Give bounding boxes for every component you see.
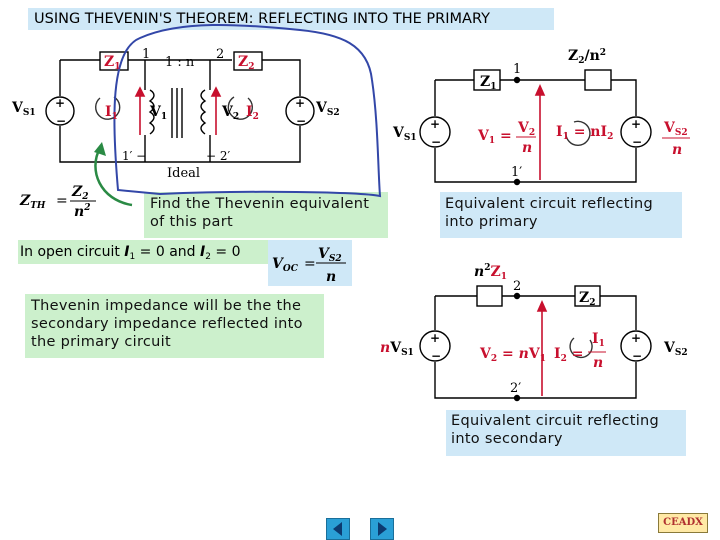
svg-text:I1: $I_1$ xyxy=(592,331,605,349)
svg-text:+: + xyxy=(430,117,441,131)
svg-text:1′: 1′ xyxy=(511,165,523,180)
svg-text:+: + xyxy=(430,331,441,345)
note-thevenin-part: Find the Thevenin equivalent of this part xyxy=(144,192,388,238)
v2-label: $V_2$ xyxy=(222,104,240,122)
svg-text:VS1: $V_{S1}$ xyxy=(393,125,417,143)
z1-label: $Z_1$ xyxy=(104,54,121,72)
ideal-label: Ideal xyxy=(167,166,201,181)
svg-text:−: − xyxy=(632,135,643,149)
svg-text:VS2: $V_{S2}$ xyxy=(318,246,342,264)
svg-text:n: n xyxy=(326,269,337,285)
note-thevenin-impedance: Thevenin impedance will be the the secondary impedance reflected into the primary circuit xyxy=(25,294,324,358)
svg-text:n: n xyxy=(522,140,533,156)
svg-text:n: n xyxy=(672,142,683,158)
slide-title: USING THEVENIN'S THEOREM: REFLECTING INTO THE PRIMARY xyxy=(28,8,554,30)
svg-text:In open circuit I1 = 0 and I2: In open circuit $I_1 = 0$ and $I_2 = 0$ xyxy=(20,244,241,262)
svg-text:−: − xyxy=(431,135,442,149)
node-1: 1 xyxy=(142,47,151,62)
svg-text:+: + xyxy=(631,331,642,345)
c2-i1-eq: $I_1 = nI_2$ xyxy=(556,124,614,142)
note-reflect-primary: Equivalent circuit reflecting into primary xyxy=(440,192,682,238)
c2-vs2-over-n: $V_{S2}$ xyxy=(664,120,688,138)
c3-n2z1: $n^2Z_1$ xyxy=(474,263,507,282)
vs1-label: $V_{S1}$ xyxy=(12,100,36,118)
svg-text:V2: $V_2$ xyxy=(518,120,536,138)
arrow-left-icon[interactable] xyxy=(326,518,350,540)
primary-reflected-circuit xyxy=(420,70,651,185)
svg-text:−: − xyxy=(632,349,643,363)
c2-v1-eq: $V_1$ = xyxy=(478,128,512,146)
svg-text:=: = xyxy=(304,256,316,272)
c2-z2-over-n2: $Z_2/n^2$ xyxy=(568,48,607,66)
node-1p: 1′ − xyxy=(122,149,147,163)
svg-text:Z2: $Z_2$ xyxy=(72,184,89,202)
svg-text:−: − xyxy=(56,114,67,128)
z2-label: $Z_2$ xyxy=(238,54,255,72)
svg-text:+: + xyxy=(55,96,66,110)
zth-label: $Z_{TH}$ xyxy=(20,193,46,211)
svg-text:VS2: $V_{S2}$ xyxy=(664,340,688,358)
svg-text:2′: 2′ xyxy=(510,381,522,396)
svg-text:+: + xyxy=(295,96,306,110)
c3-v2-eq: $V_2 = nV_1$ xyxy=(480,346,546,364)
secondary-reflected-circuit xyxy=(420,286,651,401)
c3-nvs1: $nV_{S1}$ xyxy=(380,340,414,358)
c3-i2-eq: $I_2$ = xyxy=(554,346,584,364)
svg-text:2: 2 xyxy=(513,279,522,294)
svg-text:n: n xyxy=(593,355,604,371)
v1-label: $V_1$ xyxy=(150,104,168,122)
svg-text:−: − xyxy=(431,349,442,363)
node-2: 2 xyxy=(216,47,225,62)
i2-label: $I_2$ xyxy=(246,104,259,122)
note-reflect-secondary: Equivalent circuit reflecting into secondary xyxy=(446,410,686,456)
c2-z1: $Z_1$ xyxy=(480,74,497,92)
i1-label: $I_1$ xyxy=(105,104,118,122)
voc-label: $V_{OC}$ xyxy=(272,256,298,274)
logo[interactable]: CEADX xyxy=(658,513,708,533)
arrow-right-icon[interactable] xyxy=(370,518,394,540)
svg-text:1: 1 xyxy=(513,62,522,77)
turns-ratio: 1 : n xyxy=(165,55,195,70)
svg-text:+: + xyxy=(631,117,642,131)
vs2-label: $V_{S2}$ xyxy=(316,100,340,118)
c3-z2: $Z_2$ xyxy=(579,290,596,308)
node-2p: − 2′ xyxy=(206,149,231,163)
svg-text:−: − xyxy=(296,114,307,128)
svg-text:n2: $n^2$ xyxy=(74,203,91,220)
svg-text:=: = xyxy=(56,193,68,209)
